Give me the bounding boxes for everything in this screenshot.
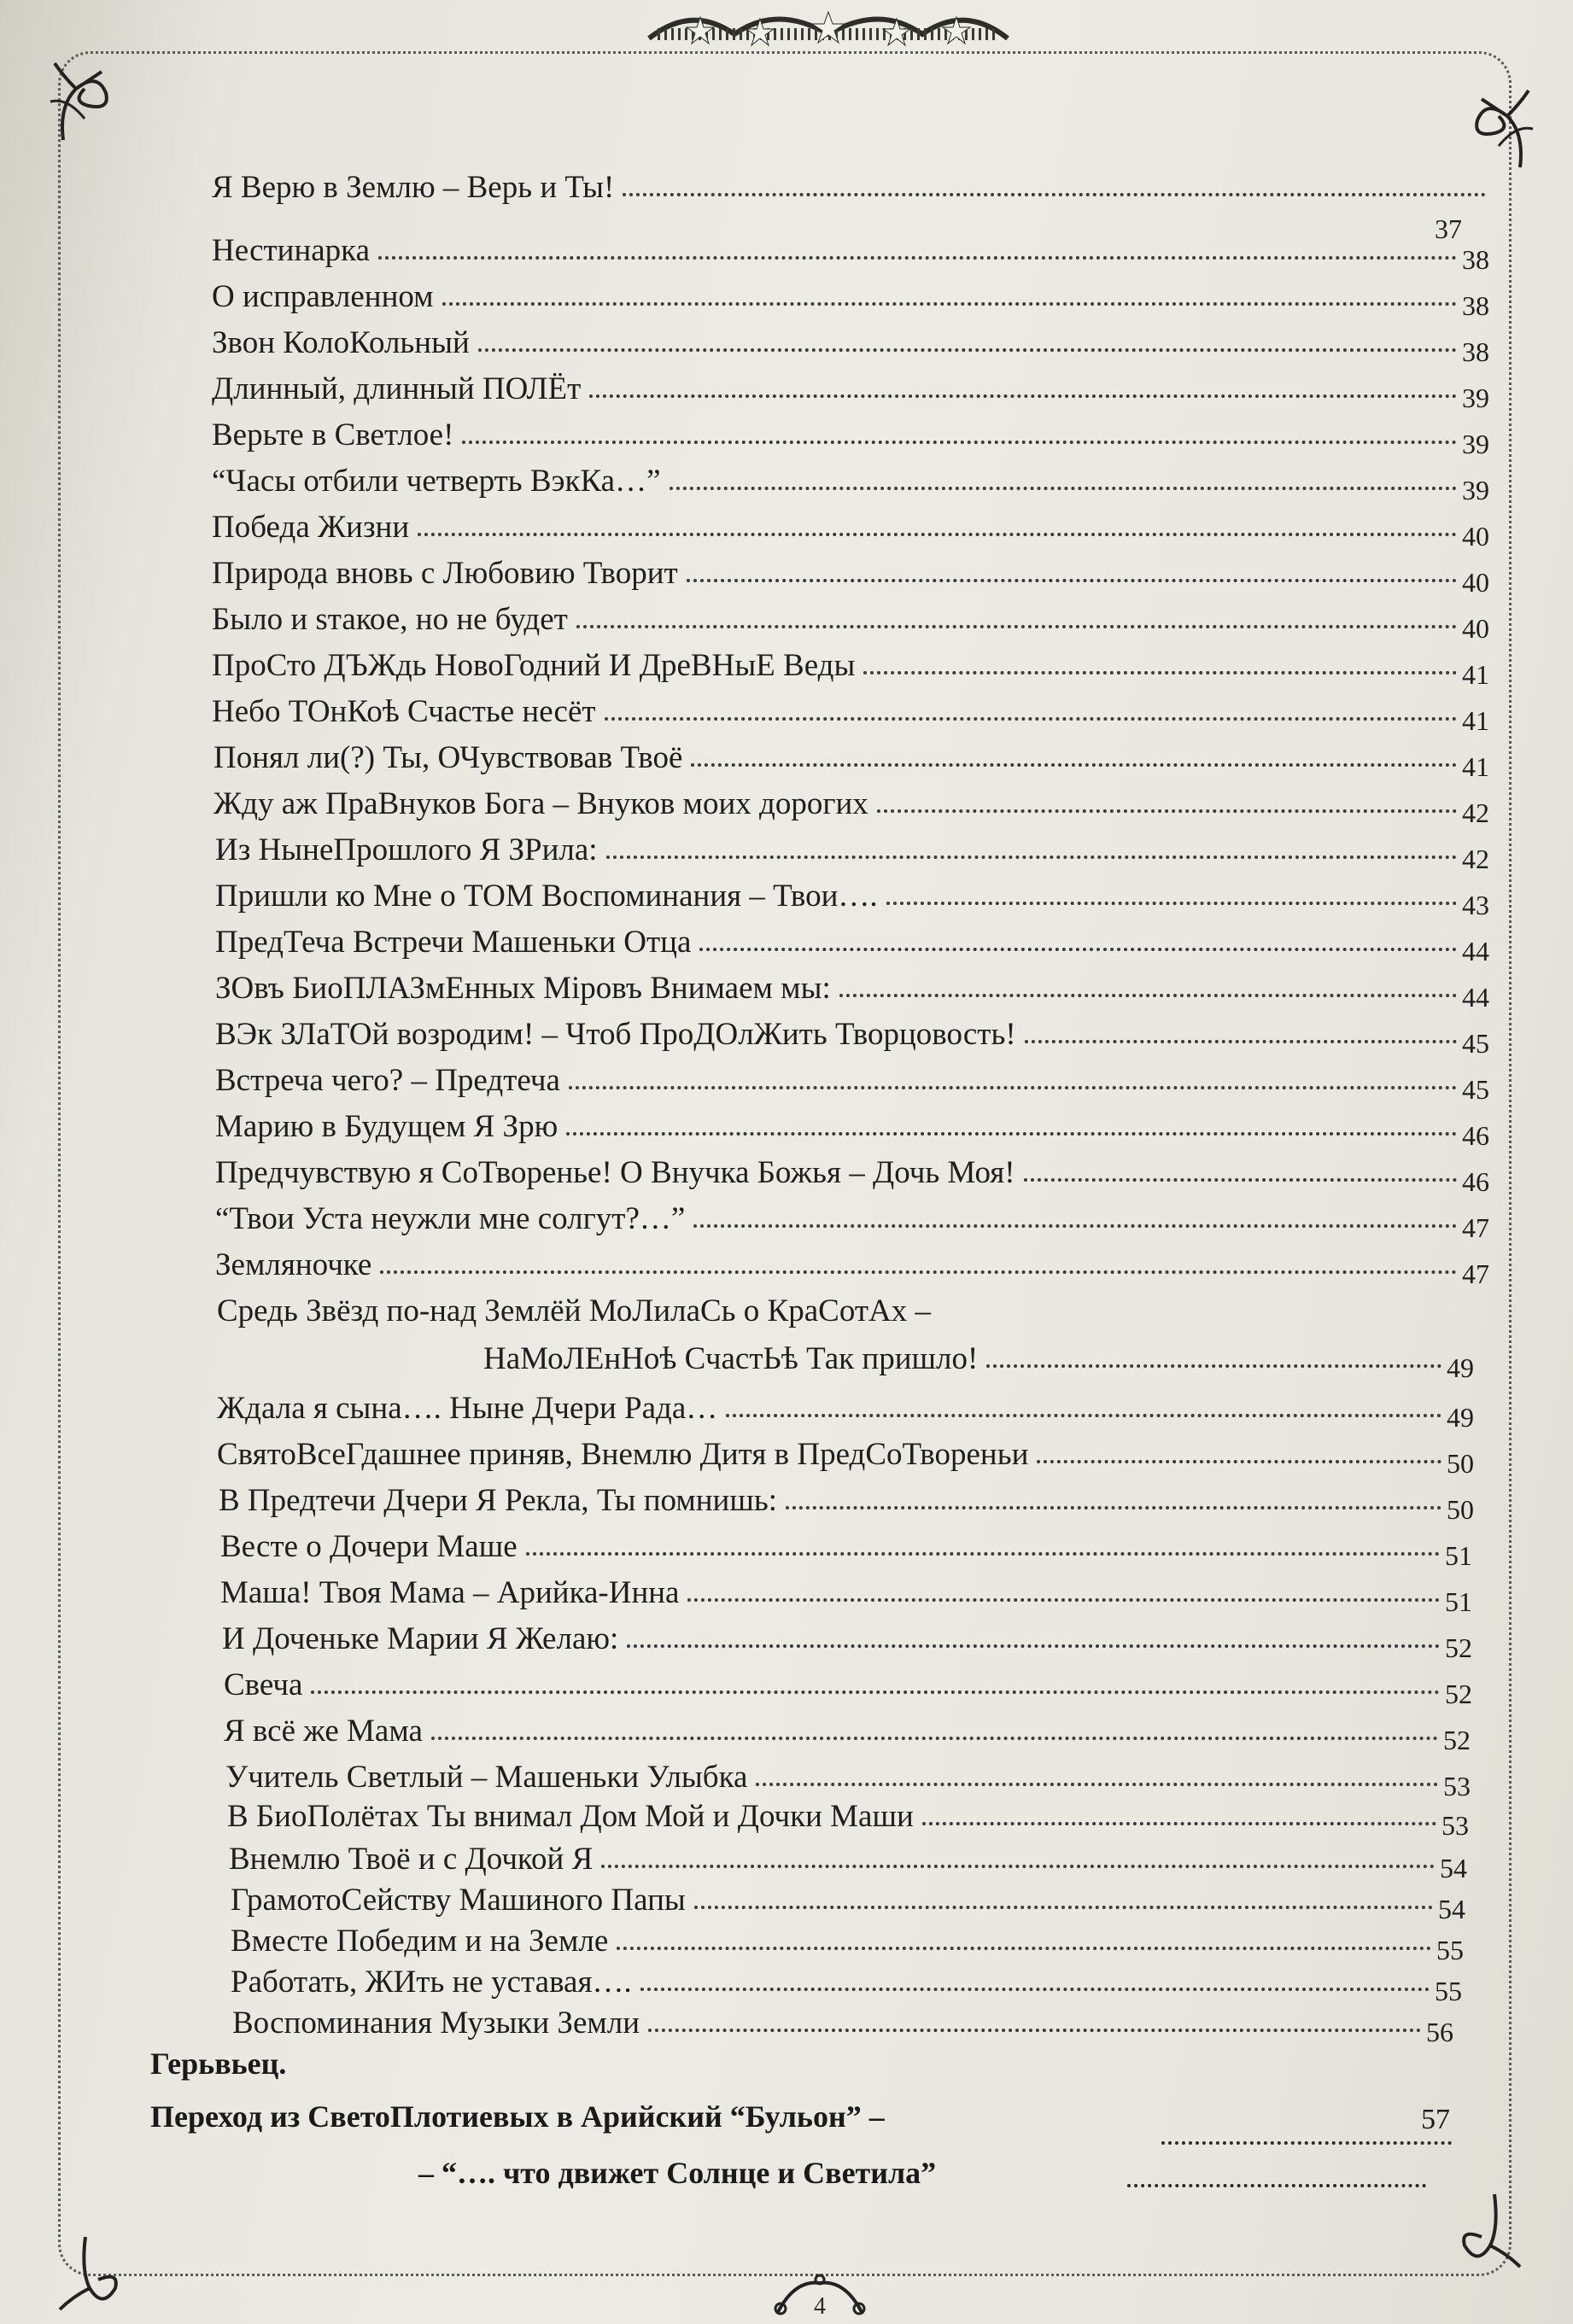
toc-entry: Небо ТОнКоѣ Счастье несёт 41 — [212, 694, 1489, 736]
toc-entry: Маша! Твоя Мама – Арийка-Инна 51 — [220, 1575, 1472, 1617]
toc-entry: Природа вновь с Любовию Творит 40 — [212, 556, 1489, 598]
toc-entry: Я Верю в Землю – Верь и Ты! — [212, 164, 1491, 203]
toc-entry: “Часы отбили четверть ВэкКа…” 39 — [212, 464, 1489, 505]
section-leader-dots-2 — [1127, 2184, 1426, 2187]
toc-entry: Марию в Будущем Я Зрю 46 — [215, 1109, 1489, 1151]
toc-entry: О исправленном 38 — [212, 279, 1489, 321]
toc-entry: Верьте в Светлое! 39 — [212, 418, 1489, 459]
toc-entry: Свеча 52 — [224, 1667, 1472, 1709]
page-number: 4 — [814, 2293, 826, 2320]
toc-entry: В БиоПолётах Ты внимал Дом Мой и Дочки Маши 53 — [227, 1799, 1469, 1841]
toc-entry: “Твои Уста неужли мне солгут?…” 47 — [215, 1201, 1489, 1243]
toc-entry: Внемлю Твоё и с Дочкой Я 54 — [229, 1842, 1467, 1883]
toc-entry: И Доченьке Марии Я Желаю: 52 — [222, 1621, 1472, 1663]
toc-entry: Победа Жизни 40 — [212, 510, 1489, 552]
toc-entry: Звон КолоКольный 38 — [212, 325, 1489, 367]
toc-entry: Вместе Победим и на Земле 55 — [231, 1924, 1464, 1965]
toc-entry: Весте о Дочери Маше 51 — [220, 1529, 1472, 1571]
toc-entry: Понял ли(?) Ты, ОЧувствовав Твоё 41 — [213, 740, 1489, 782]
toc-entry: СвятоВсеГдашнее приняв, Внемлю Дитя в ПредСоТвореньи 50 — [217, 1437, 1474, 1479]
toc-entry: Было и sтакое, но не будет 40 — [212, 602, 1489, 644]
section-leader-dots — [1161, 2141, 1452, 2145]
section-author: Герьвьец. — [150, 2047, 287, 2081]
toc-entry: Земляночке 47 — [215, 1247, 1489, 1289]
toc-entry: Работать, ЖИть не уставая…. 55 — [231, 1965, 1462, 2006]
toc-entry: ЗОвъ БиоПЛАЗмЕнных Міровъ Внимаем мы: 44 — [215, 971, 1489, 1013]
toc-entry-page: 37 — [1435, 213, 1462, 244]
toc-entry: Я всё же Мама 52 — [224, 1714, 1471, 1755]
toc-entry: Жду аж ПраВнуков Бога – Внуков моих дорогих 42 — [213, 786, 1489, 828]
section-page: 57 — [1421, 2104, 1450, 2135]
toc-entry: Из НынеПрошлого Я ЗРила: 42 — [215, 832, 1489, 874]
toc-entry: Воспоминания Музыки Земли 56 — [232, 2006, 1453, 2047]
toc-entry: ПредТеча Встречи Машеньки Отца 44 — [215, 925, 1489, 966]
section-title-line1: Переход из СветоПлотиевых в Арийский “Бульон” – — [150, 2099, 885, 2134]
toc-entry: ГрамотоСейству Машиного Папы 54 — [231, 1883, 1465, 1924]
toc-entry: ВЭк ЗЛаТОй возродим! – Чтоб ПроДОлЖить Творцовость! 45 — [215, 1017, 1489, 1059]
toc-entry: Пришли ко Мне о ТОМ Воспоминания – Твои…. 43 — [215, 879, 1489, 920]
toc-entry-line1: Средь Звёзд по-над Землёй МоЛилаСь о КраСотАх – — [217, 1293, 931, 1328]
toc-entry: Предчувствую я СоТворенье! О Внучка Божья – Дочь Моя! 46 — [215, 1155, 1489, 1197]
toc-entry: В Предтечи Дчери Я Рекла, Ты помнишь: 50 — [219, 1483, 1474, 1525]
toc-entry: ПроСто ДЪЖдь НовоГодний И ДреВНыЕ Веды 41 — [212, 648, 1489, 690]
toc-entry-line2: НаМоЛЕнНоѣ СчастЬѣ Так пришло! 49 — [483, 1341, 1474, 1383]
toc-entry: Нестинарка 38 — [212, 233, 1489, 275]
toc-entry: Учитель Светлый – Машеньки Улыбка 53 — [225, 1760, 1471, 1801]
toc-entry: Ждала я сына…. Ныне Дчери Рада… 49 — [217, 1391, 1474, 1433]
toc-entry: Встреча чего? – Предтеча 45 — [215, 1063, 1489, 1105]
toc-entry: Длинный, длинный ПОЛЁт 39 — [212, 371, 1489, 413]
section-title-line2: – “…. что движет Солнце и Светила” — [418, 2156, 937, 2190]
